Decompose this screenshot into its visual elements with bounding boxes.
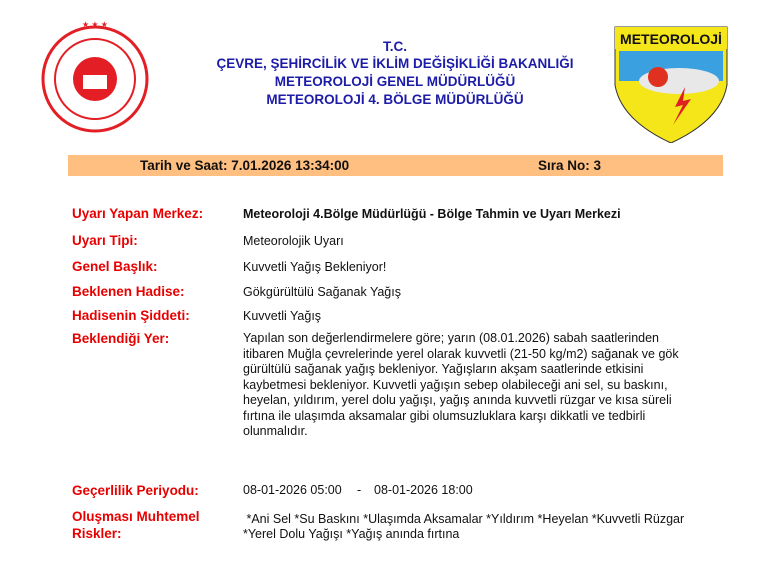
risks-label-line2: Riskler:: [72, 526, 122, 541]
header-tc: T.C.: [382, 39, 407, 54]
center-value: Meteoroloji 4.Bölge Müdürlüğü - Bölge Tahmin ve Uyarı Merkezi: [243, 207, 621, 221]
place-description: [243, 331, 679, 440]
datetime-bar: [68, 155, 723, 176]
severity-label: Hadisenin Şiddeti:: [72, 308, 190, 323]
description-line: olunmalıdır.: [243, 424, 308, 438]
center-label: Uyarı Yapan Merkez:: [72, 206, 204, 221]
svg-text:★ ★ ★: ★ ★ ★: [82, 20, 108, 29]
header-general-directorate: METEOROLOJİ GENEL MÜDÜRLÜĞÜ: [274, 74, 516, 89]
risks-label-line1: Oluşması Muhtemel: [72, 509, 200, 524]
header-regional-directorate: METEOROLOJİ 4. BÖLGE MÜDÜRLÜĞÜ: [266, 92, 524, 107]
header-ministry: ÇEVRE, ŞEHİRCİLİK VE İKLİM DEĞİŞİKLİĞİ BAKANLIĞI: [216, 56, 574, 71]
valid-separator: -: [357, 483, 362, 497]
description-line: gürültülü sağanak yağış bekleniyor. Yağışların akşam saatlerinde etkisini: [243, 362, 644, 376]
description-line: fırtına ile ulaşımda aksamalar gibi olumsuzluklara karşı dikkatli ve tedbirli: [243, 408, 646, 423]
event-label: Beklenen Hadise:: [72, 284, 185, 299]
severity-value: Kuvvetli Yağış: [243, 309, 322, 323]
description-line: Yapılan son değerlendirmelere göre; yarın (08.01.2026) sabah saatlerinden: [243, 331, 660, 345]
place-label: Beklendiği Yer:: [72, 331, 170, 346]
valid-from: 08-01-2026 05:00: [243, 483, 342, 497]
type-label: Uyarı Tipi:: [72, 233, 138, 248]
validity-label: Geçerlilik Periyodu:: [72, 483, 199, 498]
risks-line2: *Yerel Dolu Yağışı *Yağış anında fırtına: [243, 527, 460, 541]
risks-line1: *Ani Sel *Su Baskını *Ulaşımda Aksamalar *Yıldırım *Heyelan *Kuvvetli Rüzgar: [243, 512, 685, 526]
svg-text:METEOROLOJİ: METEOROLOJİ: [620, 31, 722, 47]
title-label: Genel Başlık:: [72, 259, 158, 274]
meteoroloji-logo: [613, 25, 729, 143]
valid-to: 08-01-2026 18:00: [374, 483, 473, 497]
ministry-seal-logo: [40, 15, 150, 143]
event-value: Gökgürültülü Sağanak Yağış: [243, 285, 401, 299]
title-value: Kuvvetli Yağış Bekleniyor!: [243, 260, 387, 274]
description-line: heyelan, yıldırım, yerel dolu yağışı, yağış anında kuvvetli rüzgar ve kısa süreli: [243, 393, 672, 407]
sequence-number: Sıra No: 3: [538, 158, 602, 173]
datetime: Tarih ve Saat: 7.01.2026 13:34:00: [140, 158, 350, 173]
description-line: itibaren Muğla çevrelerinde yerel olarak kuvvetli (21-50 kg/m2) sağanak ve gök: [243, 346, 679, 361]
type-value: Meteorolojik Uyarı: [243, 234, 344, 248]
description-line: kaybetmesi bekleniyor. Kuvvetli yağışın sebep olabileceği ani sel, su baskını,: [243, 377, 668, 392]
